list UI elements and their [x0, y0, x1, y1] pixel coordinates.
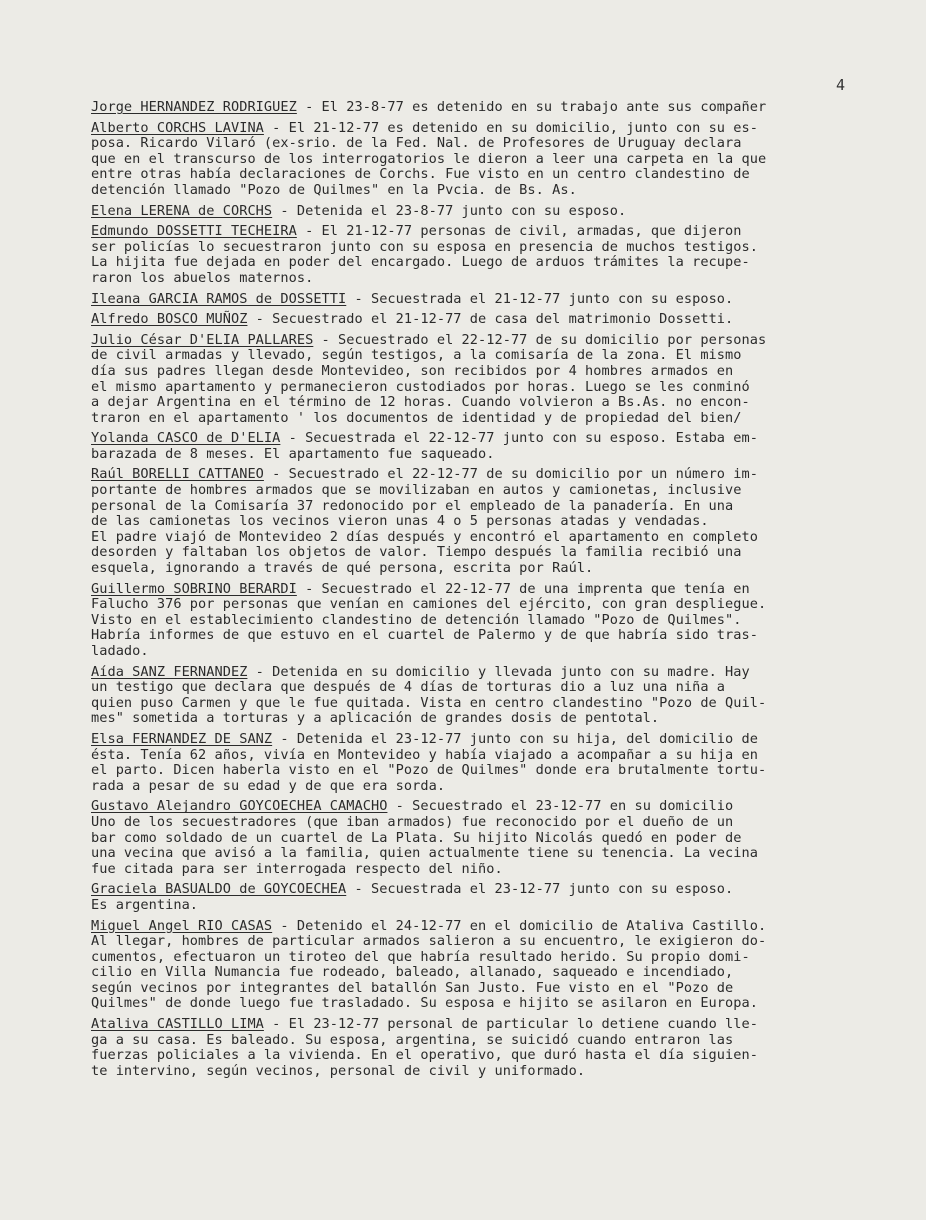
entry: [91, 1017, 881, 1079]
person-name: Gustavo Alejandro GOYCOECHEA CAMACHO: [91, 798, 388, 815]
person-name: Miguel Angel RIO CASAS: [91, 917, 273, 934]
entry-text: - Secuestrado el 22-12-77 de su domicilio por personas de civil armadas y llevado, según testigos, a la comisaría de la zona. El mismo día sus padres llegan desde Montevideo, son recibidos por 4 hombres armados en el mismo apartamento y permanecieron custodiados por horas. Luego se les conminó a dejar Argentina en el término de 12 horas. Cuando volvieron a Bs.As. no encon- traron en el apartamento ' los documentos de identidad y de propiedad del bien/: [91, 331, 767, 426]
entry-text: - Detenido el 24-12-77 en el domicilio de Ataliva Castillo. Al llegar, hombres de particular armados salieron a su encuentro, le exigieron do- cumentos, efectuaron un tiroteo del que habría resultado herido. Su propio domi- cilio en Villa Numancia fue rodeado, baleado, allanado, saqueado e incendiado, según vecinos por integrantes del batallón San Justo. Fue visto en el "Pozo de Quilmes" de donde luego fue trasladado. Su esposa e hijito se asilaron en Europa.: [91, 917, 767, 1012]
person-name: Jorge HERNANDEZ RODRIGUEZ: [91, 99, 297, 115]
entry: [91, 121, 881, 199]
person-name: Elsa FERNANDEZ DE SANZ: [91, 730, 273, 747]
entry-text: - Secuestrada el 21-12-77 junto con su esposo.: [346, 290, 734, 307]
entry-text: - El 21-12-77 es detenido en su domicilio, junto con su es- posa. Ricardo Vilaró (ex-srio. de la Fed. Nal. de Profesores de Uruguay declara que en el transcurso de los interrogatorios le dieron a leer una carpeta en la que entre otras había declaraciones de Corchs. Fue visto en un centro clandestino de detención llamado "Pozo de Quilmes" en la Pvcia. de Bs. As.: [91, 119, 767, 198]
entry-text: - Detenida el 23-12-77 junto con su hija, del domicilio de ésta. Tenía 62 años, vivía en Montevideo y había viajado a acompañar a su hija en el parto. Dicen haberla visto en el "Pozo de Quilmes" donde era brutalmente tortu- rada a pesar de su edad y de que era sorda.: [91, 730, 767, 794]
entry-text: - Secuestrado el 23-12-77 en su domicilio Uno de los secuestradores (que iban armados) fue reconocido por el dueño de un bar como soldado de un cuartel de La Plata. Su hijito Nicolás quedó en poder de una vecina que avisó a la familia, quien actualmente tiene su tenencia. La vecina fue citada para ser interrogada respecto del niño.: [91, 798, 758, 877]
entry: [91, 882, 881, 913]
person-name: Elena LERENA de CORCHS: [91, 202, 273, 219]
page-number: 4: [836, 76, 846, 94]
entry-text: - Detenida el 23-8-77 junto con su esposo.: [272, 202, 627, 219]
entry: [91, 431, 881, 462]
entry: [91, 919, 881, 1013]
person-name: Ileana GARCIA RAMOS de DOSSETTI: [91, 290, 347, 307]
person-name: Yolanda CASCO de D'ELIA: [91, 430, 281, 447]
person-name: Ataliva CASTILLO LIMA: [91, 1016, 264, 1033]
person-name: Julio César D'ELIA PALLARES: [91, 331, 314, 348]
entry: [91, 312, 881, 328]
entry: [91, 333, 881, 427]
person-name: Raúl BORELLI CATTANEO: [91, 466, 264, 483]
entry-text: - Secuestrado el 22-12-77 de una imprenta que tenía en Falucho 376 por personas que venían en camiones del ejército, con gran despliegue. Visto en el establecimiento clandestino de detención llamado "Pozo de Quilmes". Habría informes de que estuvo en el cuartel de Palermo y de que habría sido tras- ladado.: [91, 580, 767, 659]
person-name: Aída SANZ FERNANDEZ: [91, 663, 248, 680]
entry-list: [91, 100, 881, 1084]
entry: [91, 292, 881, 308]
person-name: Alberto CORCHS LAVINA: [91, 119, 264, 136]
entry: [91, 467, 881, 576]
person-name: Alfredo BOSCO MUÑOZ: [91, 311, 248, 328]
entry: [91, 100, 881, 116]
entry-text: - El 23-8-77 es detenido en su trabajo ante sus compañer: [296, 99, 767, 115]
entry: [91, 224, 881, 286]
entry-text: - Secuestrado el 21-12-77 de casa del matrimonio Dossetti.: [247, 311, 734, 328]
entry: [91, 204, 881, 220]
person-name: Edmundo DOSSETTI TECHEIRA: [91, 223, 297, 240]
entry: [91, 665, 881, 727]
entry-text: - Secuestrada el 23-12-77 junto con su esposo. Es argentina.: [91, 881, 734, 913]
person-name: Guillermo SOBRINO BERARDI: [91, 580, 297, 597]
entry: [91, 732, 881, 794]
entry-text: - Detenida en su domicilio y llevada junto con su madre. Hay un testigo que declara que después de 4 días de torturas dio a luz una niña a quien puso Carmen y que le fue quitada. Vista en centro clandestino "Pozo de Quil- mes" sometida a torturas y a aplicación de grandes dosis de pentotal.: [91, 663, 767, 727]
entry-text: - Secuestrado el 22-12-77 de su domicilio por un número im- portante de hombres armados que se movilizaban en autos y camionetas, inclusive personal de la Comisaría 37 redonocido por el empleado de la panadería. En una de las camionetas los vecinos vieron unas 4 o 5 personas atadas y vendadas. El padre viajó de Montevideo 2 días después y encontró el apartamento en completo desorden y faltaban los objetos de valor. Tiempo después la familia recibió una esquela, ignorando a través de qué persona, escrita por Raúl.: [91, 466, 758, 577]
person-name: Graciela BASUALDO de GOYCOECHEA: [91, 881, 347, 898]
entry: [91, 582, 881, 660]
entry-text: - El 21-12-77 personas de civil, armadas, que dijeron ser policías lo secuestraron junto con su esposa en presencia de muchos testigos. La hijita fue dejada en poder del encargado. Luego de arduos trámites la recupe- raron los abuelos maternos.: [91, 223, 758, 286]
entry-text: - Secuestrada el 22-12-77 junto con su esposo. Estaba em- barazada de 8 meses. El apartamento fue saqueado.: [91, 430, 758, 462]
entry: [91, 799, 881, 877]
entry-text: - El 23-12-77 personal de particular lo detiene cuando lle- ga a su casa. Es baleado. Su esposa, argentina, se suicidó cuando entraron las fuerzas policiales a la vivienda. En el operativo, que duró hasta el día siguien- te intervino, según vecinos, personal de civil y uniformado.: [91, 1016, 758, 1079]
